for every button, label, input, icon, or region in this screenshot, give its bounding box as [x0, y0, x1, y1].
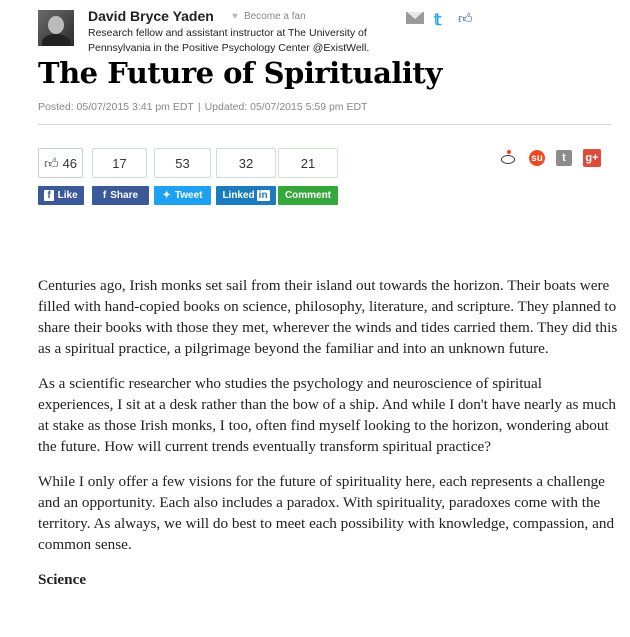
- share-count-box: [92, 148, 147, 178]
- tweet-button-label: Tweet: [174, 190, 203, 201]
- header-divider: [38, 124, 612, 125]
- article-paragraph: While I only offer a few visions for the future of spirituality here, each represents a challenge and an opportunity. Each also includes a paradox. With spirituality, paradoxes come with the territory. As always, we will do best to meet each possibility with knowledge, compassion, and common sense.: [38, 473, 615, 553]
- become-a-fan-link[interactable]: [232, 11, 306, 22]
- like-count-box: [38, 148, 83, 178]
- author-name[interactable]: David Bryce Yaden: [88, 8, 214, 24]
- comment-button[interactable]: [278, 186, 338, 205]
- comment-button-label: Comment: [284, 190, 332, 201]
- linkedin-icon: in: [258, 190, 268, 201]
- linkedin-button-label: Linked: [222, 190, 255, 201]
- thumbs-up-icon: 👍︎: [43, 154, 59, 171]
- section-heading: Science: [38, 571, 87, 588]
- heart-icon: ♥: [232, 11, 238, 22]
- twitter-bird-icon: ✦: [162, 190, 171, 201]
- tumblr-icon[interactable]: t: [556, 150, 572, 166]
- google-plus-icon[interactable]: g+: [583, 149, 601, 167]
- author-bio: Research fellow and assistant instructor at The University of Pennsylvania in the Positive Psychology Center @ExistWell.: [88, 27, 370, 54]
- like-count: 46: [62, 155, 78, 171]
- article-paragraph: As a scientific researcher who studies the psychology and neuroscience of spiritual experiences, I sit at a desk rather than the bow of a ship. And while I don't have nearly as much at stake as those Irish monks, I too, often find myself looking to the horizon, wondering about the future. How will current trends eventually transform spiritual practice?: [38, 375, 616, 455]
- comment-count-box: [278, 148, 338, 178]
- facebook-like-button[interactable]: [38, 186, 84, 205]
- article-paragraph: Centuries ago, Irish monks set sail from their island out towards the horizon. Their boats were filled with hand-copied books on science, philosophy, literature, and scripture. They planned to share their books with those they met, wherever the winds and tides carried them. They did this as a spiritual practice, a pilgrimage beyond the familiar and into an unknown future.: [38, 277, 618, 357]
- article-body: [38, 275, 618, 590]
- updated-date: Updated: 05/07/2015 5:59 pm EDT: [204, 101, 368, 113]
- tweet-count: 53: [175, 155, 190, 171]
- comment-count: 21: [300, 155, 316, 171]
- twitter-icon[interactable]: 𝕥: [434, 12, 442, 29]
- article-title: The Future of Spirituality: [38, 56, 442, 90]
- share-count: 17: [112, 155, 127, 171]
- author-avatar[interactable]: [38, 10, 74, 46]
- posted-date: Posted: 05/07/2015 3:41 pm EDT: [38, 101, 194, 113]
- facebook-icon: f: [44, 190, 53, 201]
- date-separator: |: [197, 101, 201, 113]
- share-button-label: Share: [110, 190, 139, 201]
- reddit-icon[interactable]: [500, 150, 516, 166]
- tweet-button[interactable]: [154, 186, 211, 205]
- linkedin-button[interactable]: [216, 186, 276, 205]
- tweet-count-box: [154, 148, 211, 178]
- stumbleupon-icon[interactable]: su: [529, 150, 545, 166]
- article-dates: [38, 101, 367, 113]
- linkedin-count: 32: [238, 155, 254, 171]
- facebook-icon: f: [102, 190, 107, 201]
- thumbs-up-icon[interactable]: 👍︎: [458, 10, 473, 26]
- mail-icon[interactable]: [406, 12, 424, 24]
- facebook-share-button[interactable]: [92, 186, 149, 205]
- become-a-fan-label: Become a fan: [243, 11, 306, 22]
- like-button-label: Like: [57, 190, 78, 201]
- linkedin-count-box: [216, 148, 276, 178]
